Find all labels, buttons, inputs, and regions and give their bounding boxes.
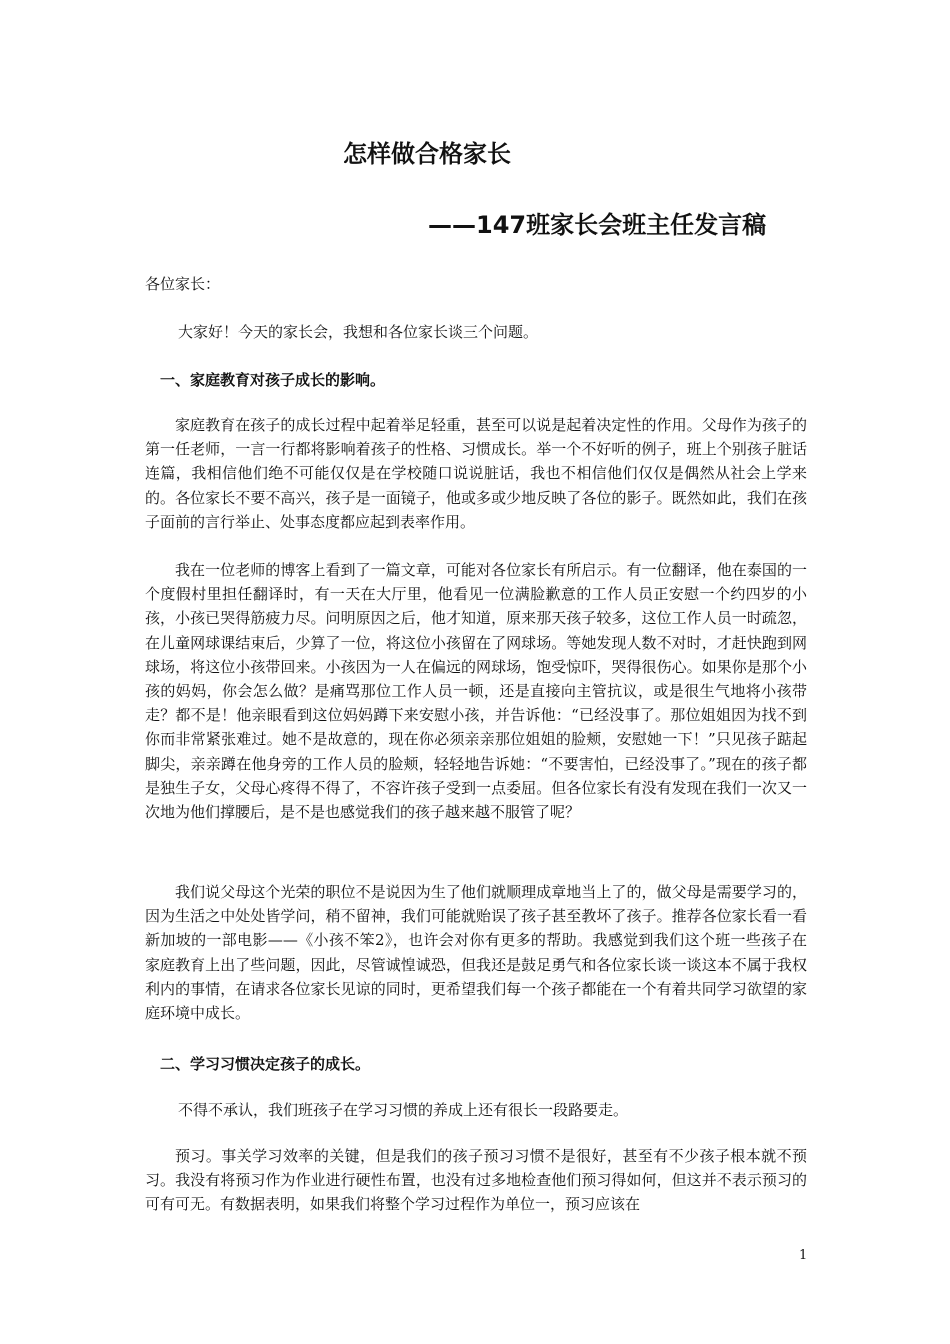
section-1-heading: 一、家庭教育对孩子成长的影响。 <box>160 371 386 389</box>
section-2-intro: 不得不承认，我们班孩子在学习习惯的养成上还有很长一段路要走。 <box>178 1101 629 1119</box>
greeting: 各位家长： <box>145 275 221 293</box>
document-subtitle: ——147班家长会班主任发言稿 <box>428 211 767 239</box>
section-2-heading: 二、学习习惯决定孩子的成长。 <box>160 1055 371 1073</box>
section-2-paragraph: 预习。事关学习效率的关键，但是我们的孩子预习习惯不是很好，甚至有不少孩子根本就不预习。我没有将预习作为作业进行硬性布置，也没有过多地检查他们预习得如何，但这并不表示预习的可有可无。有数据表明，如果我们将整个学习过程作为单位一，预习应该在 <box>145 1147 807 1214</box>
section-1-paragraph-1: 家庭教育在孩子的成长过程中起着举足轻重，甚至可以说是起着决定性的作用。父母作为孩子的第一任老师，一言一行都将影响着孩子的性格、习惯成长。举一个不好听的例子，班上个别孩子脏话连篇，我相信他们绝不可能仅仅是在学校随口说说脏话，我也不相信他们仅仅是偶然从社会上学来的。各位家长不要不高兴，孩子是一面镜子，他或多或少地反映了各位的影子。既然如此，我们在孩子面前的言行举止、处事态度都应起到表率作用。 <box>145 416 807 531</box>
section-1-paragraph-3: 我们说父母这个光荣的职位不是说因为生了他们就顺理成章地当上了的，做父母是需要学习的，因为生活之中处处皆学问，稍不留神，我们可能就贻误了孩子甚至教坏了孩子。推荐各位家长看一看新加坡的一部电影——《小孩不笨2》，也许会对你有更多的帮助。我感觉到我们这个班一些孩子在家庭教育上出了些问题，因此，尽管诚惶诚恐，但我还是鼓足勇气和各位家长谈一谈这本不属于我权利内的事情，在请求各位家长见谅的同时，更希望我们每一个孩子都能在一个有着共同学习欲望的家庭环境中成长。 <box>145 883 807 1023</box>
document-title: 怎样做合格家长 <box>343 140 511 168</box>
intro-line: 大家好！今天的家长会，我想和各位家长谈三个问题。 <box>178 323 539 341</box>
page-number: 1 <box>799 1248 808 1263</box>
section-1-paragraph-2: 我在一位老师的博客上看到了一篇文章，可能对各位家长有所启示。有一位翻译，他在泰国的一个度假村里担任翻译时，有一天在大厅里，他看见一位满脸歉意的工作人员正安慰一个约四岁的小孩，小孩已哭得筋疲力尽。问明原因之后，他才知道，原来那天孩子较多，这位工作人员一时疏忽，在儿童网球课结束后，少算了一位，将这位小孩留在了网球场。等她发现人数不对时，才赶快跑到网球场，将这位小孩带回来。小孩因为一人在偏远的网球场，饱受惊吓，哭得很伤心。如果你是那个小孩的妈妈，你会怎么做？是痛骂那位工作人员一顿，还是直接向主管抗议，或是很生气地将小孩带走？都不是！他亲眼看到这位妈妈蹲下来安慰小孩，并告诉他：“已经没事了。那位姐姐因为找不到你而非常紧张难过。她不是故意的，现在你必须亲亲那位姐姐的脸颊，安慰她一下！”只见孩子踮起脚尖，亲亲蹲在他身旁的工作人员的脸颊，轻轻地告诉她：“不要害怕，已经没事了。”现在的孩子都是独生子女，父母心疼得不得了，不容许孩子受到一点委屈。但各位家长有没有发现在我们一次又一次地为他们撑腰后，是不是也感觉我们的孩子越来越不服管了呢？ <box>145 561 807 822</box>
